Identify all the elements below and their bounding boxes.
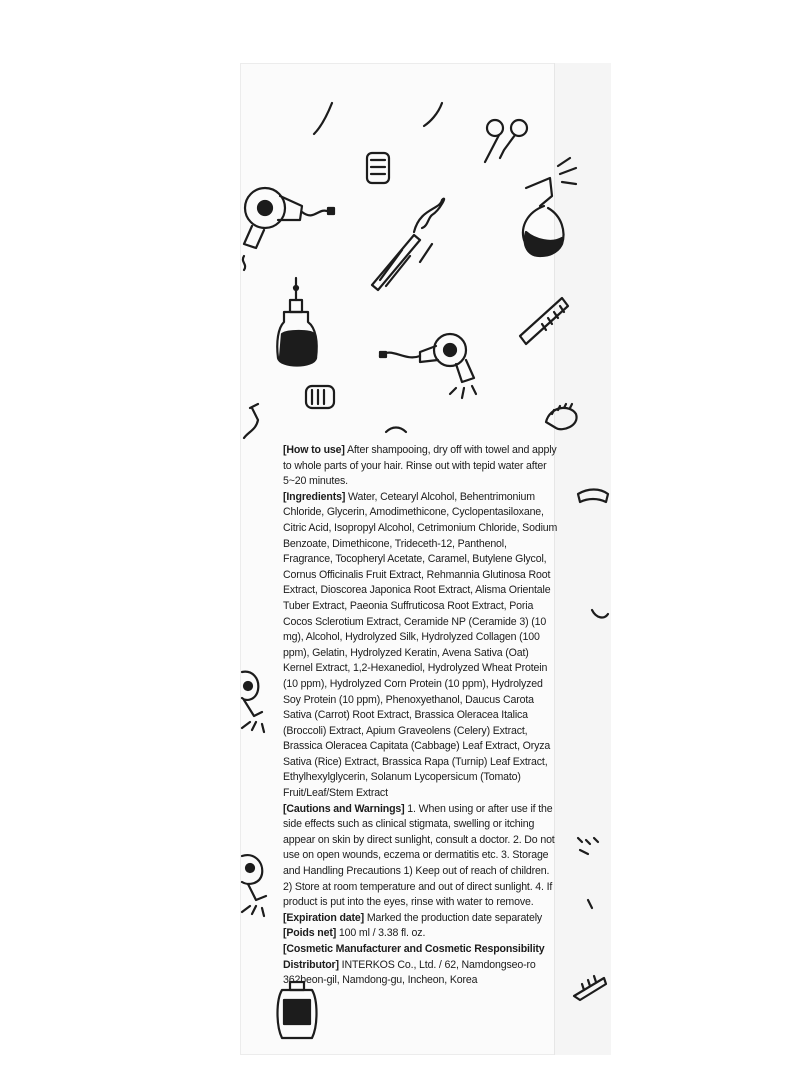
spray-bottle-icon [523, 158, 576, 256]
squiggle-icon [592, 610, 608, 617]
how-to-use-section [283, 443, 558, 490]
comb-icon [574, 976, 606, 1000]
cautions-body: 1. When using or after use if the side effects such as clinical stigmata, swelling or itching appear on skin by direct sunlight, consult a doctor. 2. Do not use on open wounds, eczema or dermatitis etc. 3. Storage and Handling Precautions 1) Keep out of reach of children. 2) Store at room temperature and out of direct sunlight. 4. If product is put into the eyes, rinse with water to remove. [283, 802, 555, 909]
how-to-use-body: After shampooing, dry off with towel and apply to whole parts of your hair. Rinse out with tepid water after 5~20 minutes. [283, 444, 557, 488]
plug-icon [244, 404, 258, 438]
hair-dryer-icon [243, 188, 334, 270]
expiration-heading: [Expiration date] [283, 911, 365, 924]
dropper-bottle-icon [278, 982, 317, 1038]
net-weight-body: 100 ml / 3.38 fl. oz. [336, 927, 426, 940]
net-weight-heading: [Poids net] [283, 927, 337, 940]
hair-dryer-icon [242, 855, 266, 916]
sparkle-icon [578, 838, 598, 854]
how-to-use-heading: [How to use] [283, 444, 345, 456]
expiration-section [283, 911, 558, 927]
expiration-body: Marked the production date separately [364, 911, 543, 924]
scissors-icon [485, 120, 527, 162]
manufacturer-heading: [Cosmetic Manufacturer and Cosmetic Responsibility Distributor] [283, 943, 545, 971]
flat-iron-icon [372, 199, 444, 290]
squiggle-icon [314, 103, 332, 134]
squiggle-icon [588, 900, 592, 908]
cautions-section [283, 802, 558, 911]
ingredients-body: Water, Cetearyl Alcohol, Behentrimonium Chloride, Glycerin, Amodimethicone, Cyclopentasiloxane, Citric Acid, Isopropyl Alcohol, Cetrimonium Chloride, Sodium Benzoate, Dimethicone, Trideceth-12, Panthenol, Fragrance, Tocopheryl Acetate, Caramel, Butylene Glycol, Cornus Officinalis Fruit Extract, Rehmannia Glutinosa Root Extract, Dioscorea Japonica Root Extract, Alisma Orientale Tuber Extract, Paeonia Suffruticosa Root Extract, Poria Cocos Sclerotium Extract, Ceramide NP (Ceramide 3) (10 mg), Alcohol, Hydrolyzed Silk, Hydrolyzed Collagen (100 ppm), Gelatin, Hydrolyzed Keratin, Avena Sativa (Oat) Kernel Extract, 1,2-Hexanediol, Hydrolyzed Wheat Protein (10 ppm), Hydrolyzed Corn Protein (10 ppm), Hydrolyzed Soy Protein (10 ppm), Phenoxyethanol, Daucus Carota Sativa (Carrot) Root Extract, Brassica Oleracea Italica (Broccoli) Extract, Apium Graveolens (Celery) Extract, Brassica Oleracea Capitata (Cabbage) Leaf Extract, Oryza Sativa (Rice) Extract, Brassica Rapa (Turnip) Leaf Extract, Ethylhexylglycerin, Solanum Lycopersicum (Tomato) Fruit/Leaf/Stem Extract [283, 490, 558, 800]
net-weight-section [283, 926, 558, 942]
cautions-heading: [Cautions and Warnings] [283, 802, 405, 815]
manufacturer-body: INTERKOS Co., Ltd. / 62, Namdongseo-ro 362beon-gil, Namdong-gu, Incheon, Korea [283, 958, 536, 987]
hair-dryer-icon [242, 672, 264, 732]
hair-roller-icon [306, 386, 334, 408]
comb-icon [520, 298, 568, 344]
hair-dryer-icon [380, 334, 476, 398]
hair-roller-icon [578, 490, 608, 503]
hair-roller-icon [367, 153, 389, 183]
ingredients-heading: [Ingredients] [283, 490, 346, 503]
brush-icon [546, 404, 577, 429]
dropper-bottle-icon [277, 278, 316, 366]
squiggle-icon [424, 103, 442, 126]
squiggle-icon [386, 428, 406, 433]
manufacturer-section [283, 942, 558, 989]
product-label-text [283, 443, 558, 989]
ingredients-section [283, 490, 558, 802]
